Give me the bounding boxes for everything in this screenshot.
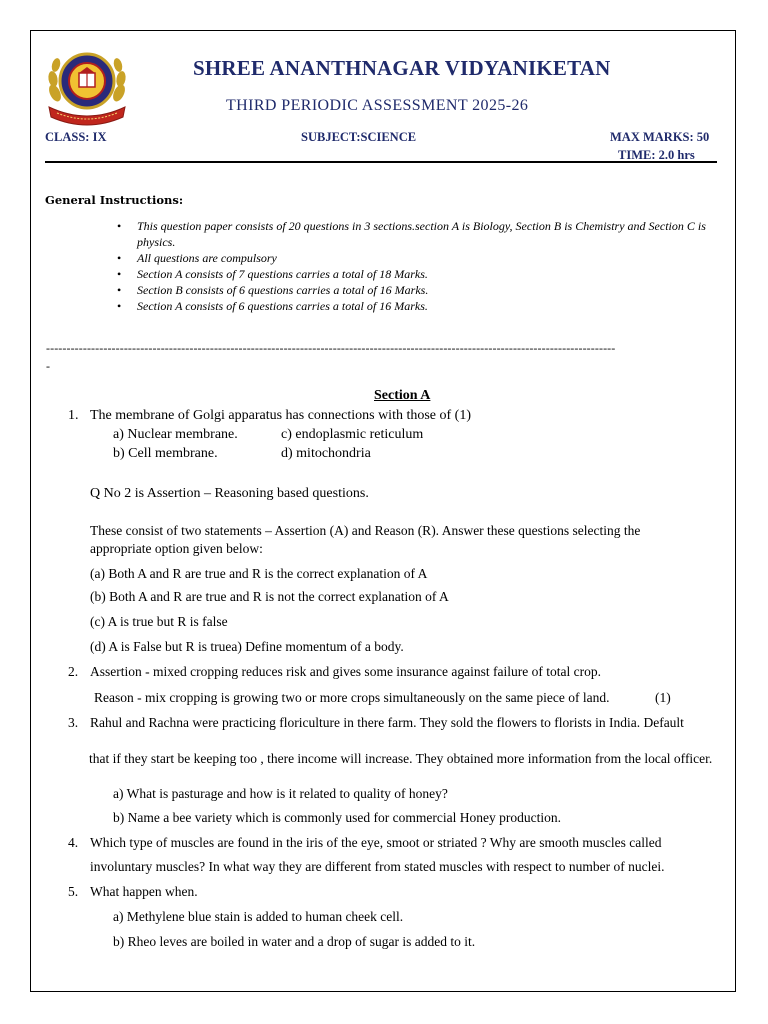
q1-option-c: c) endoplasmic reticulum [281, 427, 424, 442]
question-2-assertion: Assertion - mixed cropping reduces risk and gives some insurance against failure of total crop. [90, 664, 601, 679]
max-marks-label: MAX MARKS: 50 [610, 130, 710, 144]
ar-option-d: (d) A is False but R is truea) Define momentum of a body. [90, 639, 404, 654]
q3-option-a: a) What is pasturage and how is it related to quality of honey? [113, 786, 448, 801]
question-3-text: that if they start be keeping too , there income will increase. They obtained more information from the local officer. [89, 751, 713, 766]
ar-option-b: (b) Both A and R are true and R is not the correct explanation of A [90, 589, 449, 604]
instruction-item: • Section B consists of 6 questions carries a total of 16 Marks. [115, 282, 725, 298]
time-label: TIME: 2.0 hrs [618, 148, 695, 162]
question-2-reason: Reason - mix cropping is growing two or more crops simultaneously on the same piece of land. [94, 690, 610, 705]
question-number: 4. [68, 835, 79, 850]
question-paper [30, 30, 736, 992]
instruction-item: • All questions are compulsory [115, 250, 725, 266]
instruction-item: • This question paper consists of 20 questions in 3 sections.section A is Biology, Section B is Chemistry and Section C is physics. [115, 218, 725, 250]
question-2-marks: (1) [655, 690, 671, 705]
assertion-reason-desc: These consist of two statements – Assertion (A) and Reason (R). Answer these questions selecting the [90, 523, 641, 538]
question-3-text: Rahul and Rachna were practicing floriculture in there farm. They sold the flowers to florists in India. Default [90, 715, 684, 730]
q1-option-d: d) mitochondria [281, 446, 371, 461]
class-label: CLASS: IX [45, 130, 107, 144]
q5-option-b: b) Rheo leves are boiled in water and a drop of sugar is added to it. [113, 934, 476, 949]
question-number: 1. [68, 408, 79, 423]
q1-option-a: a) Nuclear membrane. [113, 427, 238, 442]
question-4-text: Which type of muscles are found in the iris of the eye, smoot or striated ? Why are smooth muscles called [90, 835, 662, 850]
assertion-reason-intro: Q No 2 is Assertion – Reasoning based questions. [90, 486, 369, 501]
question-number: 3. [68, 715, 79, 730]
q3-option-b: b) Name a bee variety which is commonly used for commercial Honey production. [113, 810, 561, 825]
ar-option-a: (a) Both A and R are true and R is the correct explanation of A [90, 566, 428, 581]
q5-option-a: a) Methylene blue stain is added to human cheek cell. [113, 909, 404, 924]
question-5-text: What happen when. [90, 884, 198, 899]
dashed-divider: ------------------------------------------------------------------------------------------------------------------------------------------- [46, 341, 616, 355]
header-divider [45, 161, 717, 163]
ar-option-c: (c) A is true but R is false [90, 614, 228, 629]
dashed-divider-tail: - [46, 359, 50, 373]
q1-option-b: b) Cell membrane. [113, 446, 218, 461]
assertion-reason-desc: appropriate option given below: [90, 541, 263, 556]
section-a-title: Section A [374, 388, 431, 403]
instructions-list [115, 218, 725, 314]
question-1-text: The membrane of Golgi apparatus has connections with those of (1) [90, 408, 472, 423]
question-4-text: involuntary muscles? In what way they are different from stated muscles with respect to number of nuclei. [90, 859, 665, 874]
school-crest-icon [43, 41, 131, 127]
instruction-item: • Section A consists of 6 questions carries a total of 16 Marks. [115, 298, 725, 314]
instruction-item: • Section A consists of 7 questions carries a total of 18 Marks. [115, 266, 725, 282]
question-number: 5. [68, 884, 79, 899]
exam-title: THIRD PERIODIC ASSESSMENT 2025-26 [226, 97, 529, 114]
instructions-heading: General Instructions: [45, 193, 184, 207]
subject-label: SUBJECT:SCIENCE [301, 130, 417, 144]
school-name: SHREE ANANTHNAGAR VIDYANIKETAN [193, 56, 611, 80]
question-number: 2. [68, 664, 79, 679]
